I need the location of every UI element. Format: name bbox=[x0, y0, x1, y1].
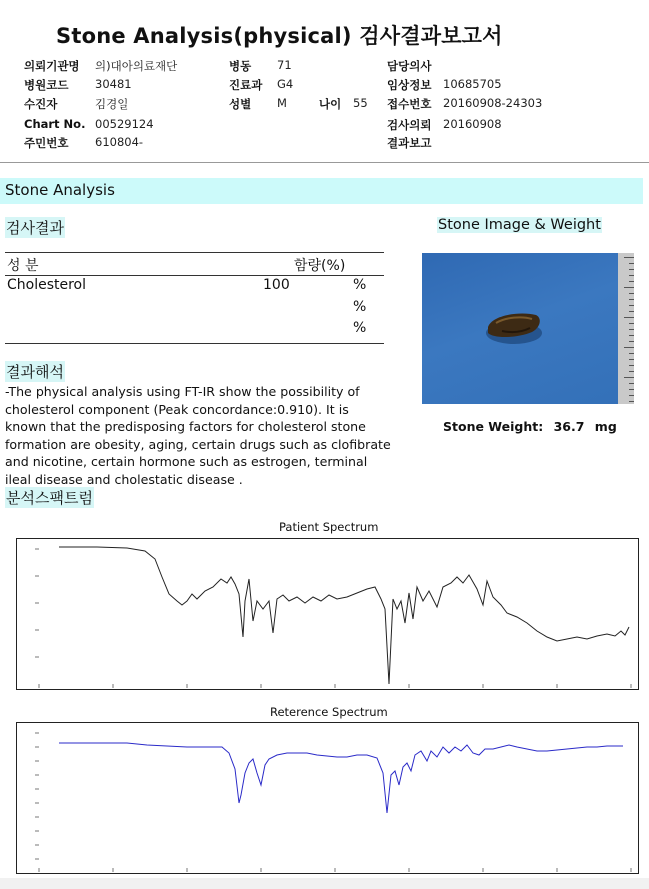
result-name: Cholesterol bbox=[7, 277, 87, 293]
interpretation-line: formation are obesity, aging, certain drugs such as clofibrate bbox=[5, 436, 391, 452]
table-top-line bbox=[5, 252, 384, 253]
result-unit: % bbox=[353, 320, 367, 336]
header-label: 수진자 bbox=[24, 97, 58, 111]
page-footer-band bbox=[0, 878, 649, 889]
image-panel-heading: Stone Image & Weight bbox=[438, 217, 601, 233]
interpretation-heading: 결과해석 bbox=[6, 363, 64, 381]
interpretation-line: cholesterol component (Peak concordance:0.910). It is bbox=[5, 401, 349, 417]
spectrum-trace bbox=[59, 743, 623, 813]
header-value: 71 bbox=[277, 58, 292, 72]
header-label: 나이 bbox=[319, 97, 342, 111]
header-label: 진료과 bbox=[229, 78, 263, 92]
header-divider bbox=[0, 162, 649, 163]
result-value: 100 bbox=[263, 277, 290, 293]
interpretation-text bbox=[5, 383, 405, 488]
header-value: 610804- bbox=[95, 135, 144, 149]
header-label: 결과보고 bbox=[387, 136, 432, 150]
patient-spectrum-plot bbox=[17, 539, 638, 689]
header-value: 30481 bbox=[95, 77, 132, 91]
interpretation-line: -The physical analysis using FT-IR show the possibility of bbox=[5, 384, 360, 399]
header-value: G4 bbox=[277, 77, 294, 91]
patient-spectrum-chart bbox=[16, 538, 639, 690]
section-title: Stone Analysis bbox=[5, 181, 115, 199]
header-value: 의)대아의료재단 bbox=[95, 59, 178, 73]
header-label: 주민번호 bbox=[24, 136, 69, 150]
header-label: 담당의사 bbox=[387, 59, 432, 73]
header-value: 20160908-24303 bbox=[443, 96, 543, 110]
table-header-line bbox=[5, 275, 384, 276]
header-value: 20160908 bbox=[443, 117, 502, 131]
reference-spectrum-title: Reterence Spectrum bbox=[270, 705, 388, 719]
reference-spectrum-chart bbox=[16, 722, 639, 874]
stone-weight bbox=[443, 419, 617, 434]
result-unit: % bbox=[353, 299, 367, 315]
header-value: M bbox=[277, 96, 287, 110]
patient-spectrum-title: Patient Spectrum bbox=[279, 520, 379, 534]
header-value: 55 bbox=[353, 96, 368, 110]
report-title: Stone Analysis(physical) 검사결과보고서 bbox=[56, 24, 503, 48]
stone-weight-unit: mg bbox=[594, 419, 617, 434]
column-content: 함량(%) bbox=[294, 258, 346, 274]
section-bar bbox=[0, 178, 643, 204]
ruler bbox=[618, 253, 634, 404]
header-label: 의뢰기관명 bbox=[24, 59, 80, 73]
header-label: 성별 bbox=[229, 97, 252, 111]
header-label: 병동 bbox=[229, 59, 252, 73]
header-label: Chart No. bbox=[24, 117, 86, 131]
header-label: 검사의뢰 bbox=[387, 118, 432, 132]
interpretation-line: ileal disease and cholestatic disease . bbox=[5, 471, 243, 487]
header-value: 김경일 bbox=[95, 97, 129, 111]
interpretation-line: and nicotine, certain hormone such as estrogen, terminal bbox=[5, 454, 368, 469]
header-label: 접수번호 bbox=[387, 97, 432, 111]
spectrum-trace bbox=[59, 547, 629, 684]
stone-weight-label: Stone Weight: bbox=[443, 419, 544, 434]
stone-photo bbox=[422, 253, 634, 404]
result-unit: % bbox=[353, 277, 367, 293]
table-bottom-line bbox=[5, 343, 384, 344]
header-label: 병원코드 bbox=[24, 78, 69, 92]
spectrum-heading: 분석스팩트럼 bbox=[6, 489, 93, 507]
stone-weight-value: 36.7 bbox=[553, 419, 585, 434]
interpretation-line: known that the predisposing factors for cholesterol stone bbox=[5, 419, 366, 434]
header-label: 임상정보 bbox=[387, 78, 432, 92]
header-value: 00529124 bbox=[95, 117, 154, 131]
column-component: 성 분 bbox=[7, 258, 39, 274]
header-value: 10685705 bbox=[443, 77, 502, 91]
reference-spectrum-plot bbox=[17, 723, 638, 873]
results-heading: 검사결과 bbox=[6, 219, 64, 237]
